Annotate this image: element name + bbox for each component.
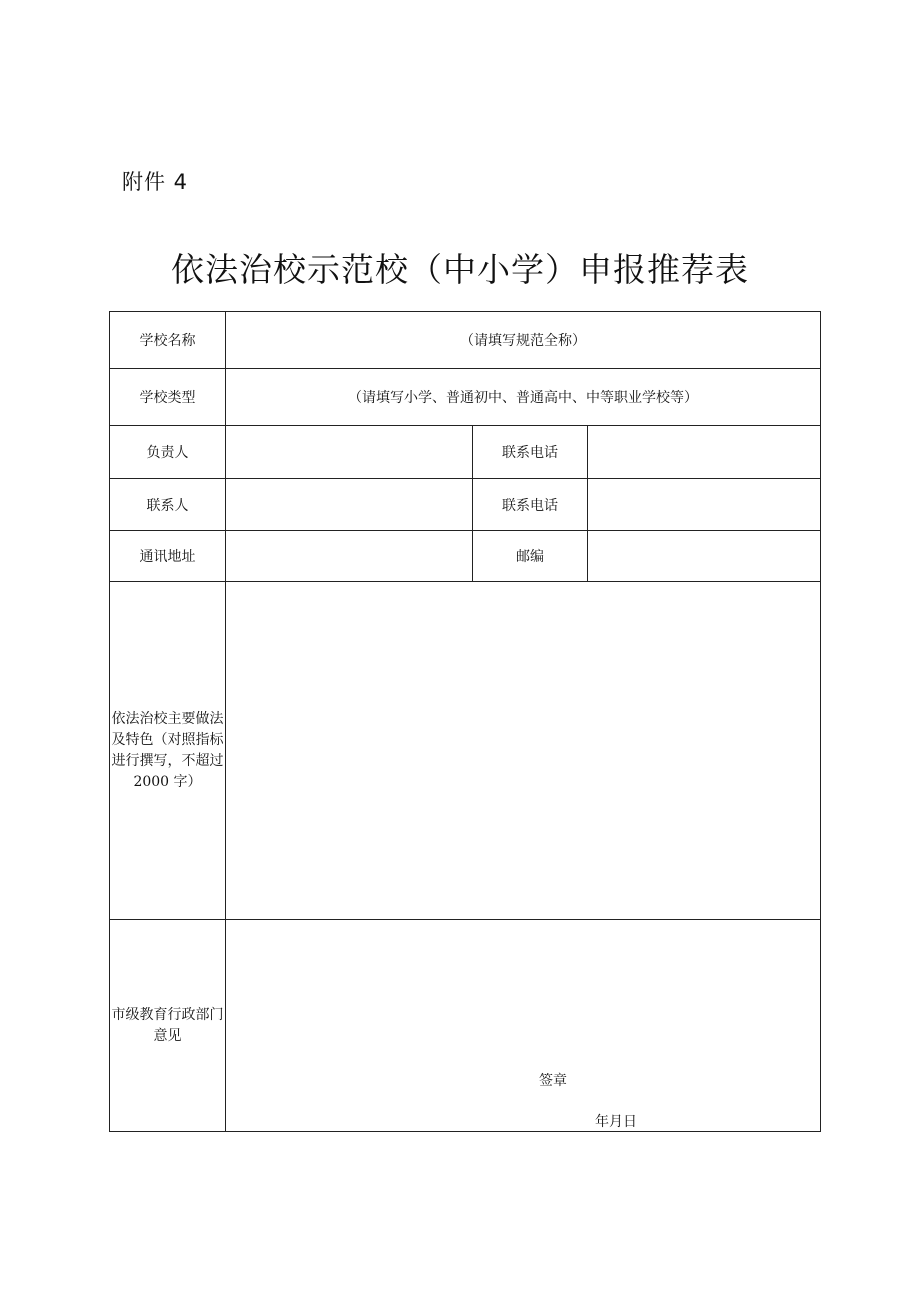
practices-row (110, 582, 821, 920)
postcode-label: 邮编 (473, 531, 588, 582)
principal-row (110, 426, 821, 479)
opinion-row (110, 920, 821, 1132)
contact-phone-label: 联系电话 (473, 479, 588, 531)
attachment-label: 附件 4 (122, 170, 189, 194)
school-name-field[interactable]: （请填写规范全称） (226, 312, 821, 369)
principal-phone-field[interactable] (588, 426, 821, 479)
principal-phone-label: 联系电话 (473, 426, 588, 479)
principal-field[interactable] (226, 426, 473, 479)
principal-label: 负责人 (110, 426, 226, 479)
practices-label: 依法治校主要做法及特色（对照指标进行撰写，不超过 2000 字） (110, 582, 226, 920)
contact-phone-field[interactable] (588, 479, 821, 531)
address-row (110, 531, 821, 582)
school-type-label: 学校类型 (110, 369, 226, 426)
postcode-field[interactable] (588, 531, 821, 582)
address-field[interactable] (226, 531, 473, 582)
school-type-field[interactable]: （请填写小学、普通初中、普通高中、中等职业学校等） (226, 369, 821, 426)
contact-label: 联系人 (110, 479, 226, 531)
school-name-label: 学校名称 (110, 312, 226, 369)
opinion-label: 市级教育行政部门意见 (110, 920, 226, 1132)
application-form-table (109, 311, 821, 1132)
opinion-field[interactable] (226, 920, 821, 1132)
contact-field[interactable] (226, 479, 473, 531)
practices-field[interactable] (226, 582, 821, 920)
school-type-row (110, 369, 821, 426)
date-label: 年月日 (595, 1114, 637, 1130)
contact-row (110, 479, 821, 531)
seal-label: 签章 (539, 1073, 567, 1089)
form-title: 依法治校示范校（中小学）申报推荐表 (171, 250, 749, 289)
address-label: 通讯地址 (110, 531, 226, 582)
school-name-row (110, 312, 821, 369)
